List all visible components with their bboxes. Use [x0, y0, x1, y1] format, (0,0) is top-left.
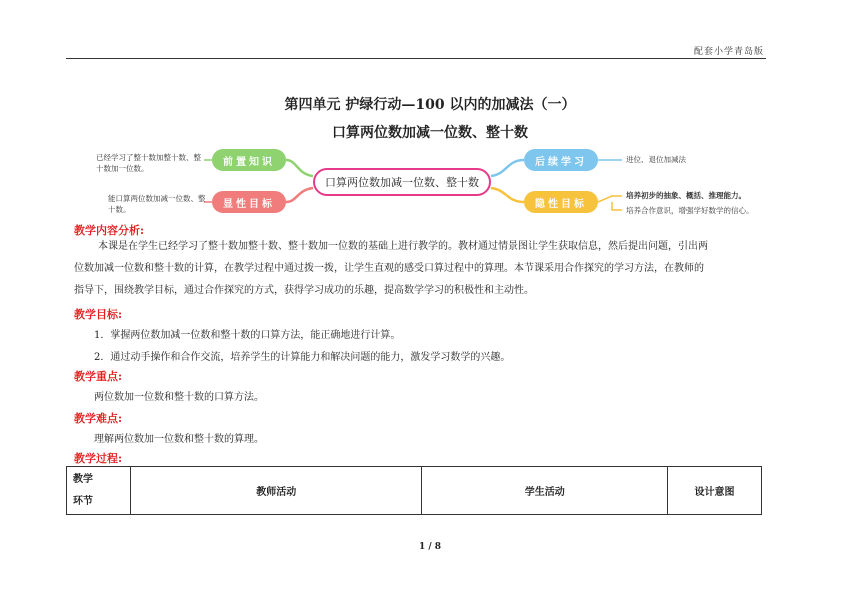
prior-knowledge-pill: 前置知识 — [212, 149, 286, 171]
difficulties-heading: 教学难点: — [74, 412, 123, 425]
mind-map-center: 口算两位数加减一位数、整十数 — [313, 168, 491, 196]
header-cell-stage-line2: 环节 — [73, 495, 93, 507]
process-heading: 教学过程: — [74, 452, 123, 465]
goal-item-1: 1．掌握两位数加减一位数和整十数的口算方法，能正确地进行计算。 — [94, 330, 401, 341]
hidden-goal-note-1: 培养初步的抽象、概括、推理能力。 — [626, 191, 746, 200]
table-header-row — [67, 467, 762, 515]
follow-up-pill: 后续学习 — [524, 149, 598, 171]
header-cell-intent: 设计意图 — [668, 467, 762, 515]
page-number: 1 / 8 — [418, 542, 442, 552]
lesson-title: 口算两位数加减一位数、整十数 — [332, 125, 528, 141]
header-cell-student: 学生活动 — [422, 467, 668, 515]
key-points-text: 两位数加一位数和整十数的口算方法。 — [94, 392, 264, 403]
follow-up-note: 进位、退位加减法 — [626, 155, 686, 164]
header-divider — [66, 58, 766, 59]
analysis-line-2: 位数加减一位数和整十数的计算，在教学过程中通过拨一拨，让学生直观的感受口算过程中的算理。本节课采用合作探究的学习方法，在教师的 — [74, 263, 704, 274]
header-cell-stage-line1: 教学 — [73, 473, 93, 485]
header-note: 配套小学青岛版 — [693, 47, 764, 57]
analysis-heading: 教学内容分析: — [74, 224, 145, 237]
goal-item-2: 2．通过动手操作和合作交流，培养学生的计算能力和解决问题的能力，激发学习数学的兴趣。 — [94, 352, 511, 363]
difficulties-text: 理解两位数加一位数和整十数的算理。 — [94, 434, 264, 445]
key-points-heading: 教学重点: — [74, 370, 123, 383]
header-cell-stage — [67, 467, 131, 515]
goals-heading: 教学目标: — [74, 308, 123, 321]
mind-map — [92, 146, 782, 218]
header-cell-teacher: 教师活动 — [130, 467, 422, 515]
hidden-goal-pill: 隐性目标 — [524, 191, 598, 213]
prior-knowledge-note: 已经学习了整十数加整十数、整十数加一位数。 — [96, 153, 201, 173]
process-table — [66, 466, 762, 515]
explicit-goal-pill: 显性目标 — [212, 191, 286, 213]
hidden-goal-note-2: 培养合作意识，增强学好数学的信心。 — [626, 206, 754, 215]
analysis-line-1: 本课是在学生已经学习了整十数加整十数、整十数加一位数的基础上进行教学的。教材通过情景图让学生获取信息，然后提出问题，引出两 — [98, 241, 708, 252]
analysis-line-3: 指导下，围绕教学目标，通过合作探究的方式，获得学习成功的乐趣，提高数学学习的积极性和主动性。 — [74, 285, 534, 296]
explicit-goal-note: 能口算两位数加减一位数、整十数。 — [108, 194, 206, 214]
unit-title: 第四单元 护绿行动—100 以内的加减法（一） — [284, 97, 576, 113]
